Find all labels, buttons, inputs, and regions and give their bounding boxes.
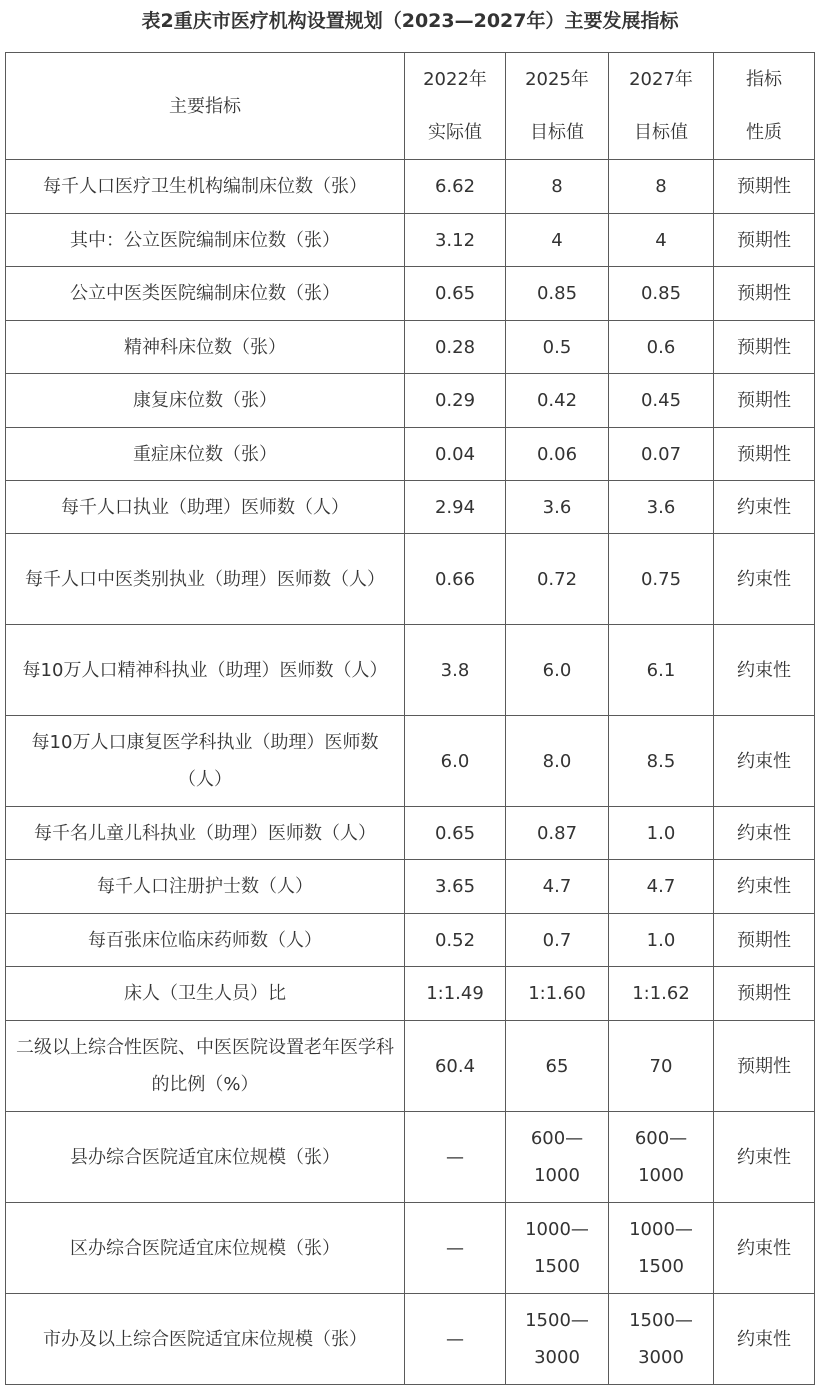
indicator-nature-cell: 约束性 — [714, 860, 815, 914]
target-2025-cell: 0.5 — [506, 321, 609, 374]
indicator-nature-cell: 约束性 — [714, 481, 815, 534]
header-line-1: 2025年 — [525, 69, 589, 90]
table-row — [6, 534, 815, 625]
indicator-name-cell: 精神科床位数（张） — [6, 321, 405, 374]
indicator-nature-cell: 预期性 — [714, 374, 815, 428]
value-2022-cell: 6.0 — [405, 716, 506, 807]
target-2025-cell: 0.72 — [506, 534, 609, 625]
indicator-name-cell: 床人（卫生人员）比 — [6, 967, 405, 1021]
target-2027-cell: 6.1 — [609, 625, 714, 716]
indicator-name-cell: 二级以上综合性医院、中医医院设置老年医学科的比例（%） — [6, 1021, 405, 1112]
value-2022-cell: 0.29 — [405, 374, 506, 428]
value-2022-cell: — — [405, 1112, 506, 1203]
header-row — [6, 53, 815, 160]
value-2022-cell: 0.04 — [405, 428, 506, 481]
target-2025-cell: 0.42 — [506, 374, 609, 428]
target-2027-cell: 0.6 — [609, 321, 714, 374]
target-2027-cell: 4.7 — [609, 860, 714, 914]
indicators-table — [5, 52, 815, 1385]
table-row — [6, 860, 815, 914]
value-2022-cell: 0.52 — [405, 914, 506, 967]
indicator-name-cell: 每千名儿童儿科执业（助理）医师数（人） — [6, 807, 405, 860]
target-2025-cell: 0.7 — [506, 914, 609, 967]
target-2025-cell: 0.85 — [506, 267, 609, 321]
indicator-nature-cell: 预期性 — [714, 1021, 815, 1112]
indicator-nature-cell: 预期性 — [714, 214, 815, 267]
target-2027-cell: 4 — [609, 214, 714, 267]
target-2025-cell: 8.0 — [506, 716, 609, 807]
indicator-nature-cell: 预期性 — [714, 267, 815, 321]
indicator-nature-cell: 约束性 — [714, 534, 815, 625]
table-row — [6, 967, 815, 1021]
header-main-indicator — [6, 53, 405, 160]
target-2027-cell: 1:1.62 — [609, 967, 714, 1021]
indicator-name-cell: 康复床位数（张） — [6, 374, 405, 428]
value-2022-cell: 2.94 — [405, 481, 506, 534]
indicator-name-cell: 每千人口中医类别执业（助理）医师数（人） — [6, 534, 405, 625]
target-2027-cell: 1500—3000 — [609, 1294, 714, 1385]
header-line-1: 2027年 — [629, 69, 693, 90]
header-2027-target — [609, 53, 714, 160]
header-line-2: 性质 — [746, 122, 782, 143]
target-2027-cell: 0.75 — [609, 534, 714, 625]
target-2027-cell: 0.07 — [609, 428, 714, 481]
target-2027-cell: 8 — [609, 160, 714, 214]
target-2025-cell: 1500—3000 — [506, 1294, 609, 1385]
target-2025-cell: 0.87 — [506, 807, 609, 860]
value-2022-cell: 0.66 — [405, 534, 506, 625]
target-2025-cell: 4.7 — [506, 860, 609, 914]
table-row — [6, 1294, 815, 1385]
indicator-nature-cell: 预期性 — [714, 428, 815, 481]
indicator-nature-cell: 约束性 — [714, 1112, 815, 1203]
indicator-name-cell: 公立中医类医院编制床位数（张） — [6, 267, 405, 321]
table-row — [6, 914, 815, 967]
header-line-2: 目标值 — [530, 122, 584, 143]
target-2027-cell: 0.85 — [609, 267, 714, 321]
table-row — [6, 481, 815, 534]
target-2027-cell: 1.0 — [609, 914, 714, 967]
table-row — [6, 807, 815, 860]
target-2025-cell: 1000—1500 — [506, 1203, 609, 1294]
indicator-name-cell: 其中：公立医院编制床位数（张） — [6, 214, 405, 267]
target-2025-cell: 1:1.60 — [506, 967, 609, 1021]
target-2027-cell: 600—1000 — [609, 1112, 714, 1203]
header-line-1: 2022年 — [423, 69, 487, 90]
indicator-name-cell: 每千人口注册护士数（人） — [6, 860, 405, 914]
target-2025-cell: 65 — [506, 1021, 609, 1112]
indicator-name-cell: 县办综合医院适宜床位规模（张） — [6, 1112, 405, 1203]
value-2022-cell: 3.12 — [405, 214, 506, 267]
header-line-2: 实际值 — [428, 122, 482, 143]
target-2025-cell: 6.0 — [506, 625, 609, 716]
target-2025-cell: 8 — [506, 160, 609, 214]
target-2027-cell: 1.0 — [609, 807, 714, 860]
target-2027-cell: 3.6 — [609, 481, 714, 534]
table-row — [6, 374, 815, 428]
target-2025-cell: 0.06 — [506, 428, 609, 481]
target-2027-cell: 8.5 — [609, 716, 714, 807]
table-row — [6, 214, 815, 267]
table-row — [6, 321, 815, 374]
table-row — [6, 160, 815, 214]
indicator-name-cell: 每10万人口精神科执业（助理）医师数（人） — [6, 625, 405, 716]
table-row — [6, 1112, 815, 1203]
indicator-nature-cell: 预期性 — [714, 914, 815, 967]
indicator-name-cell: 每千人口执业（助理）医师数（人） — [6, 481, 405, 534]
indicator-nature-cell: 约束性 — [714, 625, 815, 716]
table-header — [6, 53, 815, 160]
target-2025-cell: 4 — [506, 214, 609, 267]
indicator-nature-cell: 预期性 — [714, 321, 815, 374]
header-2022-actual — [405, 53, 506, 160]
table-title: 表2重庆市医疗机构设置规划（2023—2027年）主要发展指标 — [141, 10, 679, 32]
indicator-name-cell: 每10万人口康复医学科执业（助理）医师数（人） — [6, 716, 405, 807]
indicator-name-cell: 每千人口医疗卫生机构编制床位数（张） — [6, 160, 405, 214]
target-2027-cell: 0.45 — [609, 374, 714, 428]
value-2022-cell: — — [405, 1203, 506, 1294]
target-2027-cell: 1000—1500 — [609, 1203, 714, 1294]
target-2025-cell: 3.6 — [506, 481, 609, 534]
value-2022-cell: 3.8 — [405, 625, 506, 716]
table-row — [6, 428, 815, 481]
table-row — [6, 1203, 815, 1294]
table-row — [6, 267, 815, 321]
value-2022-cell: 0.65 — [405, 807, 506, 860]
header-indicator-nature — [714, 53, 815, 160]
indicator-nature-cell: 约束性 — [714, 807, 815, 860]
value-2022-cell: 60.4 — [405, 1021, 506, 1112]
indicator-nature-cell: 预期性 — [714, 967, 815, 1021]
table-body — [6, 160, 815, 1385]
value-2022-cell: 0.28 — [405, 321, 506, 374]
indicator-name-cell: 市办及以上综合医院适宜床位规模（张） — [6, 1294, 405, 1385]
target-2025-cell: 600—1000 — [506, 1112, 609, 1203]
table-row — [6, 1021, 815, 1112]
indicator-name-cell: 重症床位数（张） — [6, 428, 405, 481]
target-2027-cell: 70 — [609, 1021, 714, 1112]
indicator-name-cell: 区办综合医院适宜床位规模（张） — [6, 1203, 405, 1294]
value-2022-cell: 3.65 — [405, 860, 506, 914]
indicator-nature-cell: 约束性 — [714, 1203, 815, 1294]
table-row — [6, 716, 815, 807]
value-2022-cell: 1:1.49 — [405, 967, 506, 1021]
indicator-name-cell: 每百张床位临床药师数（人） — [6, 914, 405, 967]
indicator-nature-cell: 约束性 — [714, 716, 815, 807]
header-line-1: 指标 — [746, 69, 782, 90]
header-main-indicator-label: 主要指标 — [169, 95, 241, 117]
header-2025-target — [506, 53, 609, 160]
indicator-nature-cell: 约束性 — [714, 1294, 815, 1385]
value-2022-cell: — — [405, 1294, 506, 1385]
value-2022-cell: 6.62 — [405, 160, 506, 214]
header-line-2: 目标值 — [634, 122, 688, 143]
table-row — [6, 625, 815, 716]
indicator-nature-cell: 预期性 — [714, 160, 815, 214]
value-2022-cell: 0.65 — [405, 267, 506, 321]
